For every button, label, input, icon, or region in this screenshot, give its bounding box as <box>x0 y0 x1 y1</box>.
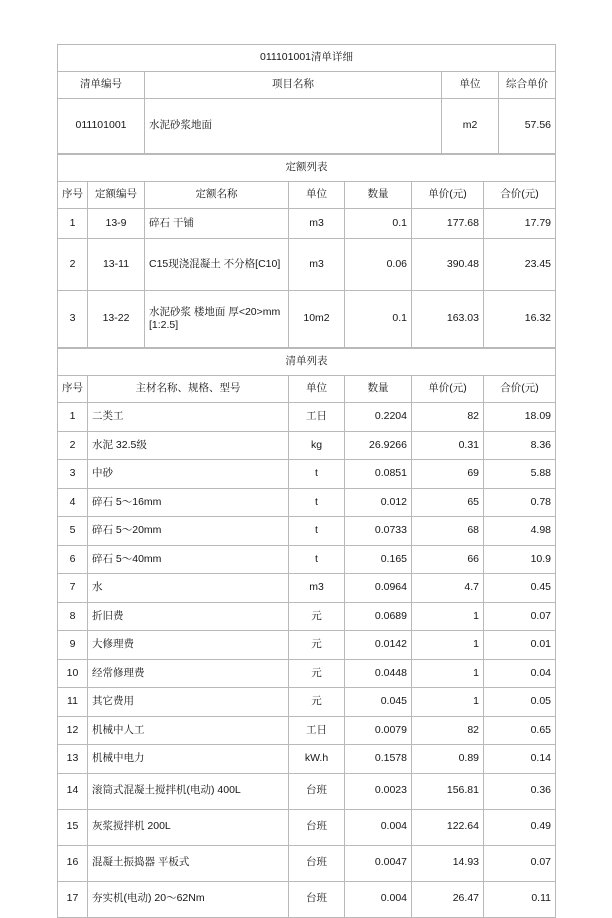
bill-price: 14.93 <box>412 845 484 881</box>
quota-unit: m3 <box>289 209 345 239</box>
bill-unit: t <box>289 517 345 546</box>
quota-unit: 10m2 <box>289 291 345 348</box>
bill-name: 二类工 <box>88 403 289 432</box>
bill-seq: 5 <box>58 517 88 546</box>
bill-price: 0.31 <box>412 431 484 460</box>
table-row <box>58 881 556 917</box>
bill-seq: 15 <box>58 809 88 845</box>
bill-unit: t <box>289 545 345 574</box>
bill-unit: 工日 <box>289 403 345 432</box>
quota-header-seq: 序号 <box>58 182 88 209</box>
bill-qty: 0.0689 <box>345 602 412 631</box>
bill-name: 折旧费 <box>88 602 289 631</box>
bill-seq: 14 <box>58 773 88 809</box>
bill-name: 机械中人工 <box>88 716 289 745</box>
bill-qty: 0.0964 <box>345 574 412 603</box>
bill-qty: 26.9266 <box>345 431 412 460</box>
bill-total: 0.49 <box>484 809 556 845</box>
bill-unit: kW.h <box>289 745 345 774</box>
bill-unit: m3 <box>289 574 345 603</box>
quota-name: 碎石 干铺 <box>145 209 289 239</box>
bill-total: 0.07 <box>484 602 556 631</box>
table-row <box>58 488 556 517</box>
table-row <box>58 716 556 745</box>
bill-seq: 2 <box>58 431 88 460</box>
table-row <box>58 403 556 432</box>
bill-name: 经常修理费 <box>88 659 289 688</box>
bill-price: 156.81 <box>412 773 484 809</box>
bill-name: 碎石 5～20mm <box>88 517 289 546</box>
bill-unit: 台班 <box>289 809 345 845</box>
bill-header-unit: 单位 <box>289 376 345 403</box>
summary-table <box>57 44 556 154</box>
bill-unit: 元 <box>289 602 345 631</box>
bill-unit: 元 <box>289 688 345 717</box>
bill-qty: 0.1578 <box>345 745 412 774</box>
bill-unit: 工日 <box>289 716 345 745</box>
bill-total: 0.01 <box>484 631 556 660</box>
bill-total: 0.14 <box>484 745 556 774</box>
table-row <box>58 688 556 717</box>
bill-seq: 11 <box>58 688 88 717</box>
bill-header-total: 合价(元) <box>484 376 556 403</box>
quota-code: 13-22 <box>88 291 145 348</box>
bill-seq: 8 <box>58 602 88 631</box>
table-row <box>58 602 556 631</box>
summary-price: 57.56 <box>499 99 556 154</box>
quota-price: 163.03 <box>412 291 484 348</box>
quota-price: 390.48 <box>412 239 484 291</box>
bill-seq: 16 <box>58 845 88 881</box>
bill-total: 0.78 <box>484 488 556 517</box>
bill-total: 8.36 <box>484 431 556 460</box>
bill-unit: 台班 <box>289 845 345 881</box>
bill-name: 中砂 <box>88 460 289 489</box>
quota-qty: 0.1 <box>345 209 412 239</box>
quota-qty: 0.06 <box>345 239 412 291</box>
quota-total: 23.45 <box>484 239 556 291</box>
summary-name: 水泥砂浆地面 <box>145 99 442 154</box>
bill-name: 碎石 5～40mm <box>88 545 289 574</box>
table-row <box>58 574 556 603</box>
bill-price: 1 <box>412 688 484 717</box>
quota-band-row <box>58 155 556 182</box>
bill-unit: kg <box>289 431 345 460</box>
bill-header-seq: 序号 <box>58 376 88 403</box>
bill-seq: 3 <box>58 460 88 489</box>
quota-header-code: 定额编号 <box>88 182 145 209</box>
quota-unit: m3 <box>289 239 345 291</box>
table-row <box>58 773 556 809</box>
bill-price: 122.64 <box>412 809 484 845</box>
quota-seq: 1 <box>58 209 88 239</box>
bill-price: 26.47 <box>412 881 484 917</box>
bill-name: 水泥 32.5级 <box>88 431 289 460</box>
quota-total: 16.32 <box>484 291 556 348</box>
bill-total: 0.11 <box>484 881 556 917</box>
summary-header-name: 项目名称 <box>145 72 442 99</box>
table-row <box>58 517 556 546</box>
quota-seq: 2 <box>58 239 88 291</box>
bill-total: 18.09 <box>484 403 556 432</box>
bill-unit: 台班 <box>289 773 345 809</box>
quota-header-price: 单价(元) <box>412 182 484 209</box>
table-row <box>58 745 556 774</box>
quota-header-total: 合价(元) <box>484 182 556 209</box>
bill-seq: 4 <box>58 488 88 517</box>
bill-name: 夯实机(电动) 20～62Nm <box>88 881 289 917</box>
bill-section-title: 清单列表 <box>58 349 556 376</box>
summary-code: 011101001 <box>58 99 145 154</box>
bill-header-row <box>58 376 556 403</box>
bill-seq: 10 <box>58 659 88 688</box>
bill-price: 82 <box>412 403 484 432</box>
bill-price: 82 <box>412 716 484 745</box>
quota-seq: 3 <box>58 291 88 348</box>
bill-list-table <box>57 348 556 918</box>
bill-name: 混凝土振捣器 平板式 <box>88 845 289 881</box>
table-row <box>58 809 556 845</box>
table-row <box>58 431 556 460</box>
bill-price: 0.89 <box>412 745 484 774</box>
bill-seq: 6 <box>58 545 88 574</box>
quota-header-row <box>58 182 556 209</box>
bill-qty: 0.012 <box>345 488 412 517</box>
quota-section-title: 定额列表 <box>58 155 556 182</box>
bill-total: 5.88 <box>484 460 556 489</box>
bill-total: 0.65 <box>484 716 556 745</box>
bill-total: 4.98 <box>484 517 556 546</box>
bill-price: 65 <box>412 488 484 517</box>
quota-list-table <box>57 154 556 348</box>
summary-row <box>58 99 556 154</box>
bill-qty: 0.0733 <box>345 517 412 546</box>
summary-header-unit: 单位 <box>442 72 499 99</box>
bill-price: 68 <box>412 517 484 546</box>
bill-seq: 9 <box>58 631 88 660</box>
bill-price: 69 <box>412 460 484 489</box>
bill-qty: 0.045 <box>345 688 412 717</box>
bill-name: 滚筒式混凝土搅拌机(电动) 400L <box>88 773 289 809</box>
quota-price: 177.68 <box>412 209 484 239</box>
bill-unit: 元 <box>289 659 345 688</box>
table-row <box>58 845 556 881</box>
summary-header-row <box>58 72 556 99</box>
bill-header-price: 单价(元) <box>412 376 484 403</box>
bill-qty: 0.0142 <box>345 631 412 660</box>
table-row <box>58 291 556 348</box>
summary-header-price: 综合单价 <box>499 72 556 99</box>
bill-name: 大修理费 <box>88 631 289 660</box>
bill-unit: 元 <box>289 631 345 660</box>
quota-name: C15现浇混凝土 不分格[C10] <box>145 239 289 291</box>
bill-price: 1 <box>412 631 484 660</box>
quota-header-qty: 数量 <box>345 182 412 209</box>
quota-code: 13-11 <box>88 239 145 291</box>
quota-header-unit: 单位 <box>289 182 345 209</box>
bill-name: 机械中电力 <box>88 745 289 774</box>
quota-header-name: 定额名称 <box>145 182 289 209</box>
table-row <box>58 659 556 688</box>
bill-qty: 0.0851 <box>345 460 412 489</box>
bill-total: 0.45 <box>484 574 556 603</box>
bill-total: 0.36 <box>484 773 556 809</box>
bill-qty: 0.0448 <box>345 659 412 688</box>
bill-total: 10.9 <box>484 545 556 574</box>
quota-name: 水泥砂浆 楼地面 厚<20>mm[1:2.5] <box>145 291 289 348</box>
bill-unit: 台班 <box>289 881 345 917</box>
table-row <box>58 239 556 291</box>
bill-seq: 17 <box>58 881 88 917</box>
bill-total: 0.04 <box>484 659 556 688</box>
bill-price: 1 <box>412 659 484 688</box>
detail-sheet <box>57 44 555 918</box>
bill-price: 66 <box>412 545 484 574</box>
bill-qty: 0.165 <box>345 545 412 574</box>
quota-qty: 0.1 <box>345 291 412 348</box>
bill-name: 水 <box>88 574 289 603</box>
quota-total: 17.79 <box>484 209 556 239</box>
bill-qty: 0.0023 <box>345 773 412 809</box>
bill-name: 碎石 5～16mm <box>88 488 289 517</box>
bill-header-qty: 数量 <box>345 376 412 403</box>
bill-price: 4.7 <box>412 574 484 603</box>
bill-qty: 0.004 <box>345 881 412 917</box>
bill-seq: 1 <box>58 403 88 432</box>
bill-qty: 0.2204 <box>345 403 412 432</box>
bill-total: 0.07 <box>484 845 556 881</box>
bill-rows-body <box>58 403 556 918</box>
table-row <box>58 545 556 574</box>
bill-unit: t <box>289 488 345 517</box>
page-title: 011101001清单详细 <box>58 45 556 72</box>
bill-band-row <box>58 349 556 376</box>
bill-header-name: 主材名称、规格、型号 <box>88 376 289 403</box>
bill-price: 1 <box>412 602 484 631</box>
bill-qty: 0.0047 <box>345 845 412 881</box>
table-row <box>58 631 556 660</box>
quota-code: 13-9 <box>88 209 145 239</box>
summary-header-code: 清单编号 <box>58 72 145 99</box>
bill-unit: t <box>289 460 345 489</box>
table-row <box>58 460 556 489</box>
bill-name: 其它费用 <box>88 688 289 717</box>
summary-unit: m2 <box>442 99 499 154</box>
document-title-row <box>58 45 556 72</box>
bill-qty: 0.0079 <box>345 716 412 745</box>
bill-seq: 7 <box>58 574 88 603</box>
bill-seq: 13 <box>58 745 88 774</box>
bill-total: 0.05 <box>484 688 556 717</box>
table-row <box>58 209 556 239</box>
bill-seq: 12 <box>58 716 88 745</box>
bill-qty: 0.004 <box>345 809 412 845</box>
bill-name: 灰浆搅拌机 200L <box>88 809 289 845</box>
